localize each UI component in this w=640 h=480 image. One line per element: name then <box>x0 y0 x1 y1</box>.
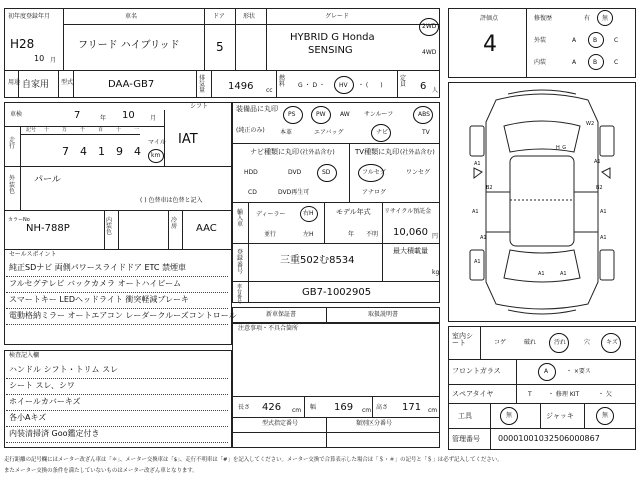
navi-item: DVD <box>288 169 302 176</box>
exterior-grade-a: A <box>572 37 577 44</box>
recycle-label: リサイクル預託金 <box>384 208 432 215</box>
model-name: フリード ハイブリッド <box>78 40 180 51</box>
rule-line <box>6 426 228 427</box>
fuel-hv: HV <box>339 82 348 89</box>
new-car-warranty: 新車保証書 <box>266 311 297 318</box>
interior-grade-c: C <box>614 59 619 66</box>
equipment-item: ナビ <box>376 129 389 136</box>
score-value: 4 <box>483 32 497 57</box>
inspector-report-line: ハンドル シフト・トリム スレ <box>9 365 119 374</box>
inspection-label: 車検 <box>10 111 23 118</box>
mileage-mile: マイル <box>148 139 166 146</box>
equipment-item: ABS <box>418 111 430 118</box>
warranty-row <box>232 307 440 323</box>
interior-sheet-item: キズ <box>606 339 618 346</box>
exterior-color: パール <box>34 175 61 185</box>
rule-line <box>6 394 228 395</box>
fuel-label: 燃料 <box>279 75 286 88</box>
model-year-year: 年 <box>348 231 355 238</box>
length-cm: cm <box>292 407 302 414</box>
capacity-label: 定員 <box>400 75 407 88</box>
damage-mark: H_G <box>556 145 567 151</box>
type-label: 型式 <box>61 79 74 86</box>
usage-value: 自家用 <box>22 80 50 90</box>
mileage-unit-4: 百 <box>98 127 104 133</box>
rule-line <box>6 324 228 325</box>
inspector-report-line: シート スレ、シワ <box>9 381 75 390</box>
rule-line <box>6 442 228 443</box>
mileage-digit-0: 7 <box>62 145 69 158</box>
selling-points-label: セールスポイント <box>9 251 57 258</box>
equipment-item: AW <box>340 111 350 118</box>
displacement-label: 排気量 <box>199 75 206 94</box>
owners-manual: 取扱説明書 <box>368 311 399 318</box>
exterior-note: ( ) 色替車は色替と記入 <box>140 197 203 204</box>
car-diagram <box>448 82 636 322</box>
control-label: 管理番号 <box>452 435 480 443</box>
mileage-unit-2: 万 <box>62 127 68 133</box>
jack-label: ジャッキ <box>546 412 574 420</box>
damage-mark: B2 <box>486 185 493 191</box>
inspection-year-unit: 年 <box>100 115 107 122</box>
interior-sheet-item: 破れ <box>524 339 537 346</box>
first-registration-month: 10 <box>34 54 45 63</box>
front-glass-a: A <box>544 368 549 375</box>
length-value: 426 <box>262 402 282 413</box>
width-cm: cm <box>362 407 372 414</box>
equipment-item: エアバッグ <box>314 129 344 136</box>
tv-item: アナログ <box>362 189 387 196</box>
equipment-label: 装備品に丸印 <box>236 105 278 113</box>
tools-label: 工具 <box>458 412 472 420</box>
mileage-unit-0: 記号 <box>26 127 37 133</box>
spare-tire-t: T <box>528 391 532 398</box>
first-registration-label: 初年度登録年月 <box>8 13 51 20</box>
interior-color-label: 内装色 <box>106 217 113 236</box>
damage-mark: A1 <box>600 235 607 241</box>
damage-mark: A1 <box>472 209 479 215</box>
interior-sheet-item: 汚れ <box>554 339 567 346</box>
rule-line <box>6 410 228 411</box>
doors-label: ドア <box>213 13 225 20</box>
repair-label: 修復歴 <box>534 15 553 22</box>
rule-line <box>6 378 228 379</box>
usage-label: 用途 <box>8 79 21 86</box>
grade-label: グレード <box>325 13 350 20</box>
navi-label: ナビ種類に丸印 <box>250 148 299 156</box>
damage-mark: A1 <box>474 161 481 167</box>
inspector-report-line: 各小Aキズ <box>9 413 47 422</box>
inspector-report-line: ホイールカバーキズ <box>9 397 81 406</box>
spare-tire-missing: ・ 欠 <box>598 391 612 398</box>
chassis-number: GB7-1002905 <box>302 287 372 298</box>
equipment-item: TV <box>422 129 430 136</box>
interior-sheet-label: 室内シート <box>452 332 473 347</box>
navi-item: DVD再生可 <box>278 189 310 196</box>
capacity-unit: 人 <box>432 87 439 94</box>
inspector-report-line: 内装清掃済 Goo鑑定付き <box>9 429 100 438</box>
height-value: 171 <box>402 402 422 413</box>
damage-mark: B2 <box>596 185 603 191</box>
equipment-sub: (純正のみ) <box>236 127 265 134</box>
doors-value: 5 <box>216 40 224 54</box>
damage-mark: A1 <box>560 271 567 277</box>
mileage-unit-3: 千 <box>80 127 86 133</box>
selling-point-line: 電動格納ミラー オートエアコン レーダークルーズコントロール <box>9 311 237 320</box>
equipment-item: PS <box>288 111 296 118</box>
front-glass-label: フロントガラス <box>452 367 501 375</box>
mileage-digit-1: 4 <box>80 145 87 158</box>
navi-item: CD <box>248 189 257 196</box>
notes-box <box>232 323 440 397</box>
selling-point-line: 純正SDナビ 両側パワースライドドア ETC 禁煙車 <box>9 263 187 272</box>
mileage-unit-6: 一 <box>134 127 140 133</box>
interior-grade-a: A <box>572 59 577 66</box>
inspection-year: 7 <box>74 110 81 121</box>
mileage-unit-5: 十 <box>116 127 122 133</box>
chassis-label: 車台番号 <box>237 284 243 305</box>
displacement-cc: cc <box>266 87 273 94</box>
shape-label: 形状 <box>243 13 256 20</box>
interior-grade-b: B <box>593 59 598 66</box>
rule-line <box>6 308 228 309</box>
import-left: 左H <box>303 231 314 238</box>
tv-item: ワンセグ <box>406 169 431 176</box>
first-registration-month-unit: 月 <box>50 57 57 64</box>
interior-grade-label: 内装 <box>534 59 547 66</box>
equipment-item: 本革 <box>280 129 293 136</box>
drive-2wd: 2WD <box>422 23 437 30</box>
score-label: 評価点 <box>480 15 499 22</box>
damage-mark: A1 <box>474 259 481 265</box>
mileage-digit-2: 1 <box>98 145 105 158</box>
equipment-item: サンルーフ <box>364 111 394 118</box>
ac-label: 冷房 <box>171 217 178 230</box>
capacity-value: 6 <box>420 81 427 92</box>
color-no-label: カラーNo <box>8 217 30 223</box>
navi-sub: (社外品含む) <box>300 149 335 156</box>
first-registration-year: H28 <box>10 37 35 51</box>
fuel-options: G ・ D ・ <box>298 82 325 89</box>
model-year-unknown: 不明 <box>366 231 379 238</box>
repair-yes: 有 <box>584 15 591 22</box>
model-name-label: 車名 <box>125 13 138 20</box>
type-value: DAA-GB7 <box>108 79 155 90</box>
navi-item: SD <box>322 169 331 176</box>
tv-label: TV種類に丸印 <box>355 148 400 156</box>
tv-sub: (社外品含む) <box>400 149 435 156</box>
mileage-digit-4: 4 <box>134 145 141 158</box>
max-load-kg: kg <box>432 269 440 276</box>
control-number: 00001001032506000867 <box>498 434 600 443</box>
exterior-label: 外装色 <box>9 175 16 196</box>
exterior-grade-label: 外装 <box>534 37 547 44</box>
inspection-month-unit: 月 <box>150 115 157 122</box>
tools-value: 無 <box>506 412 513 419</box>
import-right: 右H <box>303 210 314 217</box>
mileage-km: km <box>151 152 161 159</box>
max-load-label: 最大積載量 <box>393 247 428 255</box>
height-label: 高さ <box>376 404 389 411</box>
interior-sheet-item: 穴 <box>584 339 591 346</box>
equipment-item: PW <box>316 111 326 118</box>
mileage-label: 走行 <box>9 137 16 150</box>
class-number-label: 類別区分番号 <box>356 420 393 427</box>
import-label: 輸入車 <box>237 209 244 228</box>
jack-value: 無 <box>602 412 609 419</box>
selling-point-line: フルセグテレビ バックカメラ オートハイビーム <box>9 279 182 288</box>
repair-no: 無 <box>602 15 609 22</box>
registration-plate: 三重502む8534 <box>280 255 355 266</box>
rule-line <box>6 276 228 277</box>
damage-mark: A1 <box>538 271 545 277</box>
type-number-label: 型式指定番号 <box>262 420 299 427</box>
fuel-other: ・ ( ) <box>358 82 383 89</box>
exterior-grade-c: C <box>614 37 619 44</box>
registration-label: 登録番号 <box>237 249 244 275</box>
navi-item: HDD <box>244 169 258 176</box>
damage-mark: A1 <box>594 159 601 165</box>
displacement-value: 1496 <box>228 81 254 92</box>
spare-tire-label: スペアタイヤ <box>452 390 494 398</box>
selling-point-line: スマートキー LEDヘッドライト 衝突軽減ブレーキ <box>9 295 190 304</box>
width-value: 169 <box>334 402 354 413</box>
import-dealer: ディーラー <box>256 211 286 218</box>
length-label: 長さ <box>238 404 251 411</box>
rule-line <box>6 292 228 293</box>
tv-item: フルセグ <box>362 169 386 176</box>
height-cm: cm <box>428 407 438 414</box>
ac-value: AAC <box>196 223 217 234</box>
footer-line2: またメーター交換の条件を満たしていないものはメーター改ざん車となります。 <box>4 468 198 474</box>
model-year-label: モデル年式 <box>336 208 371 216</box>
inspector-report-label: 検査記入欄 <box>9 352 40 359</box>
color-no: NH-788P <box>26 223 70 234</box>
import-parallel: 並行 <box>264 231 277 238</box>
damage-mark: A1 <box>480 235 487 241</box>
shift-value: IAT <box>178 132 198 147</box>
spare-tire-kit: ・ 修理 KIT <box>548 391 580 398</box>
mileage-digit-3: 9 <box>116 145 123 158</box>
footer-line1: 走行距離の記号欄にはメーター改ざん車は「＊」、メーター交換車は「$」、走行不明車は「#」を記入してください。メーター交換で合算表示した場合は「＄・＃」の記号と「＄」は必ず記入してください。 <box>4 457 503 463</box>
damage-mark: W2 <box>586 121 595 127</box>
shift-label: シフト <box>190 103 209 110</box>
interior-sheet-item: コゲ <box>494 339 507 346</box>
exterior-grade-b: B <box>593 37 598 44</box>
drive-4wd: 4WD <box>422 49 437 56</box>
recycle-value: 10,060 <box>393 227 428 238</box>
notes-label: 注意事項・不具合箇所 <box>238 325 299 332</box>
front-glass-need: ・ ×要ス <box>566 368 591 375</box>
width-label: 幅 <box>310 404 317 411</box>
grade-line1: HYBRID G Honda <box>290 32 375 43</box>
mileage-unit-1: 十 <box>44 127 50 133</box>
damage-mark: A1 <box>600 209 607 215</box>
grade-line2: SENSING <box>308 45 353 56</box>
inspection-month: 10 <box>122 110 135 121</box>
recycle-unit: 円 <box>432 233 439 240</box>
